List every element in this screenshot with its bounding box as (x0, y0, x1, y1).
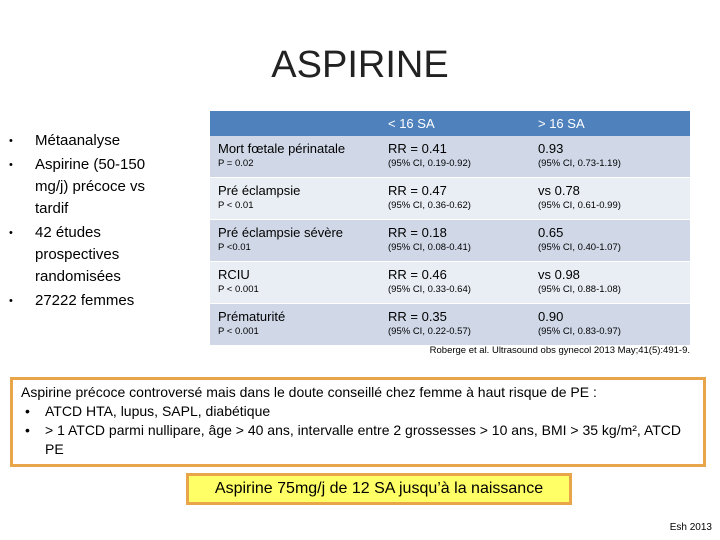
bullet-icon: • (9, 135, 13, 147)
outcome-label: RCIU (218, 267, 250, 282)
summary-item (9, 154, 172, 220)
summary-item (9, 290, 172, 312)
bullet-icon: • (9, 295, 13, 307)
outcome-label: Pré éclampsie sévère (218, 225, 343, 240)
table-row (210, 220, 690, 262)
p-value: P < 0.01 (218, 200, 254, 211)
results-table (210, 111, 690, 346)
late-cell (530, 136, 690, 178)
late-cell (530, 220, 690, 262)
list-item-text: > 1 ATCD parmi nullipare, âge > 40 ans, intervalle entre 2 grossesses > 10 ans, BMI > 35 kg/m², ATCD PE (45, 422, 682, 457)
ci-early: (95% CI, 0.22-0.57) (388, 326, 471, 337)
summary-text: Aspirine (50-150 mg/j) précoce vs tardif (35, 156, 146, 217)
bullet-icon: • (9, 227, 13, 239)
recommendation-list (21, 402, 695, 459)
page-title: ASPIRINE (271, 44, 449, 86)
list-item-text: ATCD HTA, lupus, SAPL, diabétique (45, 403, 271, 419)
ci-late: (95% CI, 0.73-1.19) (538, 158, 621, 169)
rr-early: RR = 0.18 (388, 225, 447, 240)
reference-citation: Roberge et al. Ultrasound obs gynecol 2013 May;41(5):491-9. (429, 345, 690, 356)
p-value: P <0.01 (218, 242, 251, 253)
rr-early: RR = 0.46 (388, 267, 447, 282)
rr-early: RR = 0.35 (388, 309, 447, 324)
summary-item (9, 222, 172, 288)
outcome-label: Mort fœtale périnatale (218, 141, 346, 156)
ci-late: (95% CI, 0.83-0.97) (538, 326, 621, 337)
rr-late: 0.65 (538, 225, 564, 240)
ci-early: (95% CI, 0.19-0.92) (388, 158, 471, 169)
outcome-cell (210, 220, 380, 262)
table-header-row (210, 111, 690, 136)
header-before-16sa: < 16 SA (380, 111, 530, 136)
outcome-label: Prématurité (218, 309, 286, 324)
bullet-icon: • (25, 422, 30, 438)
table-row (210, 178, 690, 220)
late-cell (530, 304, 690, 346)
ci-early: (95% CI, 0.36-0.62) (388, 200, 471, 211)
ci-late: (95% CI, 0.40-1.07) (538, 242, 621, 253)
ci-late: (95% CI, 0.61-0.99) (538, 200, 621, 211)
late-cell (530, 178, 690, 220)
ci-late: (95% CI, 0.88-1.08) (538, 284, 621, 295)
recommendation-box (10, 377, 706, 467)
ci-early: (95% CI, 0.33-0.64) (388, 284, 471, 295)
bullet-icon: • (9, 159, 13, 171)
outcome-cell (210, 304, 380, 346)
early-cell (380, 220, 530, 262)
outcome-cell (210, 136, 380, 178)
outcome-label: Pré éclampsie (218, 183, 301, 198)
p-value: P < 0.001 (218, 326, 259, 337)
rr-early: RR = 0.41 (388, 141, 447, 156)
slide-credit: Esh 2013 (669, 522, 712, 533)
table-row (210, 136, 690, 178)
outcome-cell (210, 262, 380, 304)
summary-text: 27222 femmes (35, 292, 135, 309)
list-item (21, 402, 695, 421)
rr-late: 0.90 (538, 309, 564, 324)
early-cell (380, 304, 530, 346)
outcome-cell (210, 178, 380, 220)
rr-late: vs 0.78 (538, 183, 580, 198)
summary-item (9, 130, 172, 152)
p-value: P < 0.001 (218, 284, 259, 295)
p-value: P = 0.02 (218, 158, 254, 169)
bullet-icon: • (25, 403, 30, 419)
dosage-highlight: Aspirine 75mg/j de 12 SA jusqu’à la naissance (186, 473, 572, 505)
late-cell (530, 262, 690, 304)
rr-late: vs 0.98 (538, 267, 580, 282)
early-cell (380, 262, 530, 304)
list-item (21, 421, 695, 459)
ci-early: (95% CI, 0.08-0.41) (388, 242, 471, 253)
table-row (210, 262, 690, 304)
early-cell (380, 136, 530, 178)
summary-text: Métaanalyse (35, 132, 121, 149)
recommendation-intro: Aspirine précoce controversé mais dans le doute conseillé chez femme à haut risque de PE : (21, 384, 597, 400)
table-row (210, 304, 690, 346)
rr-early: RR = 0.47 (388, 183, 447, 198)
early-cell (380, 178, 530, 220)
summary-list (9, 130, 172, 314)
rr-late: 0.93 (538, 141, 564, 156)
header-after-16sa: > 16 SA (530, 111, 690, 136)
summary-text: 42 études prospectives randomisées (35, 224, 121, 285)
header-outcome (210, 111, 380, 136)
